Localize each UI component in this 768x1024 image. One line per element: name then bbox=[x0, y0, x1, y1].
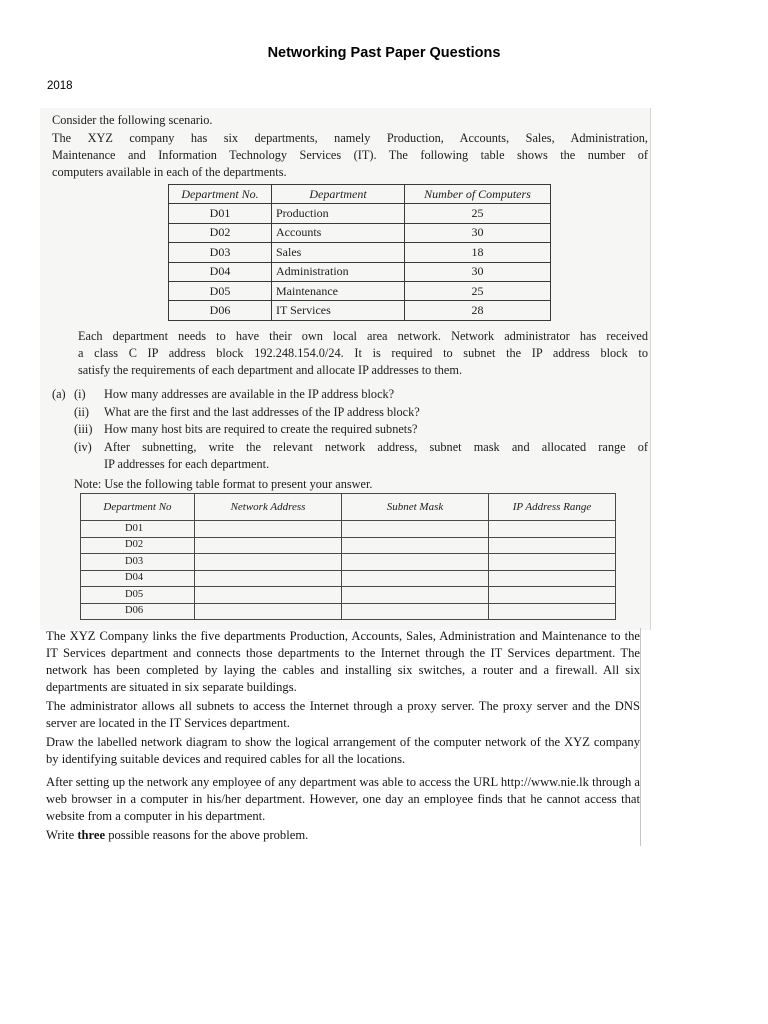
table-row bbox=[81, 537, 616, 554]
scanned-question-block bbox=[40, 108, 651, 630]
paragraph-reasons bbox=[46, 827, 640, 844]
year-label: 2018 bbox=[47, 80, 73, 92]
question-item bbox=[52, 456, 648, 474]
header-department: Department bbox=[272, 185, 405, 204]
header-number-of-computers: Number of Computers bbox=[405, 185, 551, 204]
question-number: (ii) bbox=[74, 404, 90, 419]
table-row bbox=[169, 223, 551, 242]
network-text-line-3: satisfy the requirements of each department and allocate IP addresses to them. bbox=[78, 363, 463, 377]
network-text-line-1: Each department needs to have their own local area network. Network administrator has received bbox=[78, 329, 648, 343]
header-ip-address-range: IP Address Range bbox=[489, 494, 616, 521]
table-row bbox=[169, 281, 551, 300]
question-item bbox=[52, 404, 648, 422]
computer-count: 25 bbox=[405, 204, 551, 223]
department-no: D01 bbox=[81, 521, 195, 538]
department-name: Sales bbox=[272, 243, 405, 262]
page-title: Networking Past Paper Questions bbox=[267, 45, 501, 61]
department-table bbox=[168, 184, 551, 321]
computer-count: 18 bbox=[405, 243, 551, 262]
question-number: (i) bbox=[74, 387, 86, 401]
question-number: (iv) bbox=[74, 439, 92, 454]
reasons-suffix: possible reasons for the above problem. bbox=[105, 828, 309, 842]
department-name: Accounts bbox=[272, 223, 405, 242]
computer-count: 30 bbox=[405, 262, 551, 281]
question-text: How many host bits are required to create the required subnets? bbox=[104, 422, 418, 436]
answer-format-table bbox=[80, 493, 616, 620]
header-department-no: Department No bbox=[81, 494, 195, 521]
question-item bbox=[52, 386, 648, 404]
department-no: D03 bbox=[169, 243, 272, 262]
note-row bbox=[52, 476, 648, 494]
question-list bbox=[52, 386, 648, 493]
scenario-intro: Consider the following scenario. bbox=[52, 113, 213, 127]
department-no: D06 bbox=[81, 603, 195, 620]
scenario-line-1: The XYZ company has six departments, namely Production, Accounts, Sales, Administration, bbox=[52, 131, 648, 145]
department-no: D05 bbox=[81, 587, 195, 604]
question-item bbox=[52, 439, 648, 457]
table-row bbox=[81, 587, 616, 604]
header-department-no: Department No. bbox=[169, 185, 272, 204]
header-subnet-mask: Subnet Mask bbox=[342, 494, 489, 521]
computer-count: 30 bbox=[405, 223, 551, 242]
paragraph-draw-diagram: Draw the labelled network diagram to show the logical arrangement of the computer network of the XYZ company by identifying suitable devices and required cables for all the locations. bbox=[46, 735, 640, 766]
question-text: What are the first and the last addresses of the IP address block? bbox=[104, 404, 420, 419]
department-name: Administration bbox=[272, 262, 405, 281]
department-no: D05 bbox=[169, 281, 272, 300]
question-text: IP addresses for each department. bbox=[104, 457, 270, 471]
table-row bbox=[169, 204, 551, 223]
reasons-prefix: Write bbox=[46, 828, 78, 842]
answer-format-header bbox=[81, 494, 616, 521]
department-table-header bbox=[169, 185, 551, 204]
table-row bbox=[81, 521, 616, 538]
question-text: After subnetting, write the relevant network address, subnet mask and allocated range of bbox=[104, 439, 648, 454]
question-number: (iii) bbox=[74, 422, 93, 436]
department-name: IT Services bbox=[272, 301, 405, 320]
computer-count: 25 bbox=[405, 281, 551, 300]
department-name: Production bbox=[272, 204, 405, 223]
lower-question-block bbox=[46, 628, 641, 846]
department-no: D02 bbox=[169, 223, 272, 242]
scenario-line-3: computers available in each of the departments. bbox=[52, 165, 287, 179]
department-no: D04 bbox=[169, 262, 272, 281]
table-row bbox=[169, 262, 551, 281]
reasons-count: three bbox=[77, 828, 106, 842]
note-text: Note: Use the following table format to present your answer. bbox=[74, 476, 373, 491]
table-row bbox=[169, 301, 551, 320]
network-text-line-2: a class C IP address block 192.248.154.0/24. It is required to subnet the IP address block to bbox=[78, 346, 648, 360]
question-part-label: (a) bbox=[52, 387, 66, 401]
question-number bbox=[74, 456, 104, 474]
department-no: D01 bbox=[169, 204, 272, 223]
table-row bbox=[169, 243, 551, 262]
department-no: D06 bbox=[169, 301, 272, 320]
table-row bbox=[81, 570, 616, 587]
question-text: How many addresses are available in the IP address block? bbox=[104, 387, 395, 401]
computer-count: 28 bbox=[405, 301, 551, 320]
table-row bbox=[81, 603, 616, 620]
scenario-line-2: Maintenance and Information Technology Services (IT). The following table shows the number of bbox=[52, 148, 648, 162]
header-network-address: Network Address bbox=[195, 494, 342, 521]
department-no: D02 bbox=[81, 537, 195, 554]
paragraph-proxy-server: The administrator allows all subnets to access the Internet through a proxy server. The proxy server and the DNS server are located in the IT Services department. bbox=[46, 699, 640, 730]
department-no: D04 bbox=[81, 570, 195, 587]
paragraph-network-links: The XYZ Company links the five departments Production, Accounts, Sales, Administration and Maintenance to the IT Services department and connects those departments to the Internet through the IT Services department. The network has been completed by laying the cables and installing six switches, a router and a firewall. All six departments are situated in six separate buildings. bbox=[46, 629, 640, 694]
paragraph-url-access: After setting up the network any employee of any department was able to access the URL http://www.nie.lk through a web browser in a computer in his/her department. However, one day an employee finds that he cannot access that website from a computer in his department. bbox=[46, 775, 640, 823]
department-name: Maintenance bbox=[272, 281, 405, 300]
table-row bbox=[81, 554, 616, 571]
question-item bbox=[52, 421, 648, 439]
department-no: D03 bbox=[81, 554, 195, 571]
